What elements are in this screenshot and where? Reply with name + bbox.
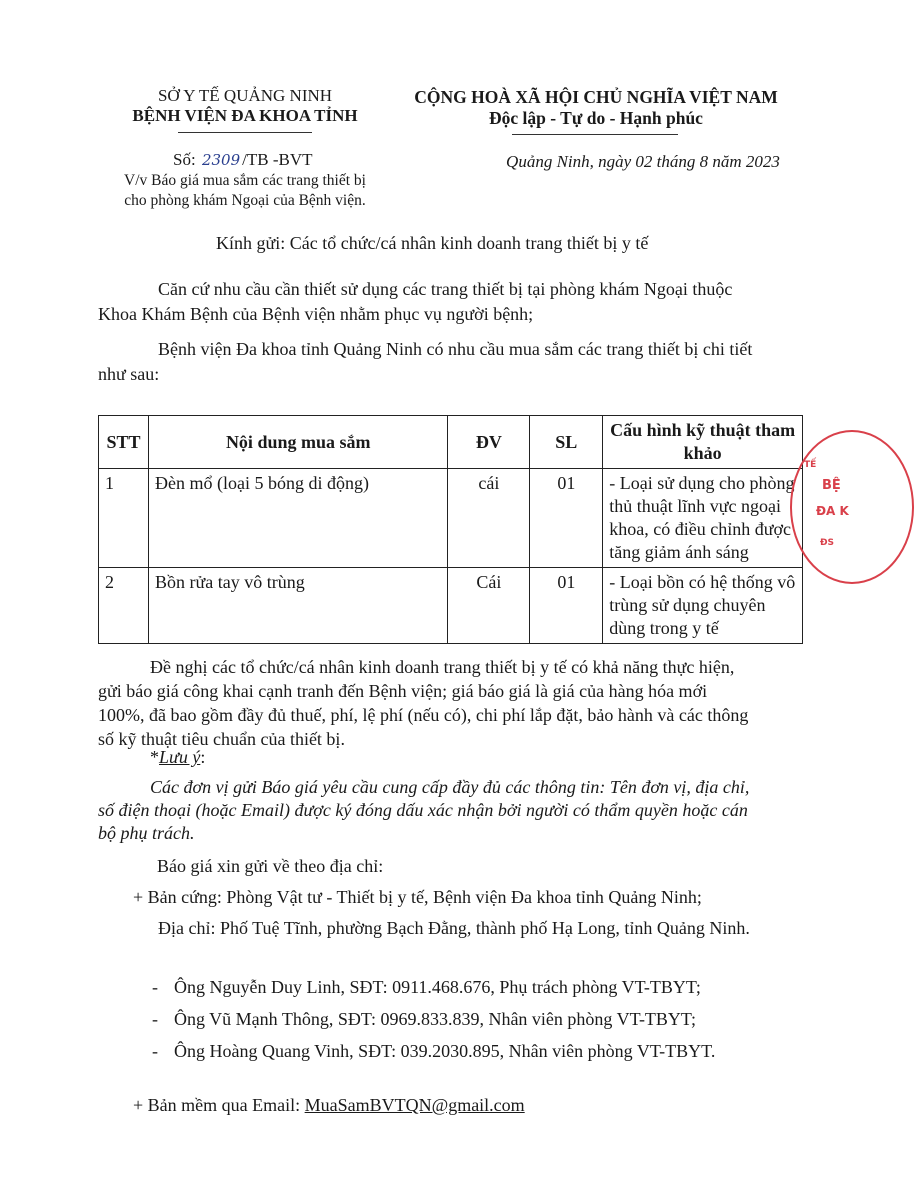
note-asterisk: * [150,747,159,767]
contact-text: Ông Vũ Mạnh Thông, SĐT: 0969.833.839, Nhân viên phòng VT-TBYT; [174,1009,696,1029]
national-motto: Độc lập - Tự do - Hạnh phúc [489,108,703,128]
row2-stt: 2 [99,568,149,644]
note-label-text: Lưu ý [159,747,201,767]
note-label [150,746,205,769]
hard-copy-line: + Bản cứng: Phòng Vật tư - Thiết bị y tế, Bệnh viện Đa khoa tỉnh Quảng Ninh; [133,887,702,907]
soft-copy-line [133,1094,525,1117]
col-header-content: Nội dung mua sắm [148,416,447,469]
row1-spec: - Loại sử dụng cho phòng thủ thuật lĩnh vực ngoại khoa, có điều chỉnh được tăng giảm ánh sáng [603,469,803,568]
row2-spec: - Loại bồn có hệ thống vô trùng sử dụng chuyên dùng trong y tế [603,568,803,644]
hospital-name: BỆNH VIỆN ĐA KHOA TỈNH [132,106,358,125]
stamp-text: BỆ [822,478,841,493]
official-stamp [790,430,914,584]
header-left-rule [178,132,312,133]
handwritten-number: 2309 [201,151,241,169]
send-to-line: Báo giá xin gửi về theo địa chỉ: [157,856,384,876]
email-link[interactable]: MuaSamBVTQN@gmail.com [304,1095,525,1115]
stamp-text: ĐA K [816,504,849,518]
note-text: Các đơn vị gửi Báo giá yêu cầu cung cấp đầy đủ các thông tin: Tên đơn vị, địa chỉ, số điện thoại (hoặc Email) được ký đóng dấu xác nhận bởi người có thẩm quyền hoặc cán bộ phụ trách. [98,777,750,843]
col-header-qty: SL [530,416,603,469]
col-header-spec: Cấu hình kỹ thuật tham khảo [603,416,803,469]
recipient-line: Kính gửi: Các tổ chức/cá nhân kinh doanh trang thiết bị y tế [216,233,649,253]
row2-qty: 01 [530,568,603,644]
contact-item: - Ông Nguyễn Duy Linh, SĐT: 0911.468.676, Phụ trách phòng VT-TBYT; [152,976,762,999]
subject-line-1: V/v Báo giá mua sắm các trang thiết bị [124,172,366,189]
row1-qty: 01 [530,469,603,568]
header-right-rule [512,134,678,135]
col-header-stt: STT [99,416,149,469]
contact-text: Ông Nguyễn Duy Linh, SĐT: 0911.468.676, Phụ trách phòng VT-TBYT; [174,977,701,997]
row1-unit: cái [448,469,530,568]
number-suffix: /TB -BVT [242,150,313,169]
contact-text: Ông Hoàng Quang Vinh, SĐT: 039.2030.895, Nhân viên phòng VT-TBYT. [174,1041,716,1061]
subject-line-2: cho phòng khám Ngoại của Bệnh viện. [124,192,366,209]
country-name: CỘNG HOÀ XÃ HỘI CHỦ NGHĨA VIỆT NAM [414,87,778,107]
soft-copy-label: + Bản mềm qua Email: [133,1095,301,1115]
row1-stt: 1 [99,469,149,568]
contact-item: - Ông Vũ Mạnh Thông, SĐT: 0969.833.839, Nhân viên phòng VT-TBYT; [152,1008,762,1031]
paragraph-demand: Bệnh viện Đa khoa tỉnh Quảng Ninh có nhu cầu mua sắm các trang thiết bị chi tiết như sau: [98,339,753,384]
address-line: Địa chỉ: Phố Tuệ Tĩnh, phường Bạch Đằng, thành phố Hạ Long, tỉnh Quảng Ninh. [158,918,750,938]
row2-content: Bồn rửa tay vô trùng [148,568,447,644]
note-colon: : [200,747,206,767]
paragraph-basis: Căn cứ nhu cầu cần thiết sử dụng các trang thiết bị tại phòng khám Ngoại thuộc Khoa Khám Bệnh của Bệnh viện nhằm phục vụ người bệnh; [98,279,733,324]
stamp-text: ĐS [820,538,835,548]
col-header-unit: ĐV [448,416,530,469]
document-number [173,150,312,170]
row2-unit: Cái [448,568,530,644]
number-prefix: Số: [173,150,196,169]
equipment-table [98,415,803,644]
contact-item: - Ông Hoàng Quang Vinh, SĐT: 039.2030.895, Nhân viên phòng VT-TBYT. [152,1040,758,1062]
table-row [99,469,803,568]
row1-content: Đèn mổ (loại 5 bóng di động) [148,469,447,568]
stamp-text: TẾ [804,460,817,470]
document-date: Quảng Ninh, ngày 02 tháng 8 năm 2023 [506,152,780,171]
dept-name: SỞ Y TẾ QUẢNG NINH [157,86,333,105]
table-header-row [99,416,803,469]
table-row [99,568,803,644]
paragraph-request: Đề nghị các tổ chức/cá nhân kinh doanh trang thiết bị y tế có khả năng thực hiện, gửi báo giá công khai cạnh tranh đến Bệnh viện; giá báo giá là giá của hàng hóa mới 100%, đã bao gồm đầy đủ thuế, phí, lệ phí (nếu có), chi phí lắp đặt, bảo hành và các thông số kỹ thuật tiêu chuẩn của thiết bị. [98,657,749,749]
